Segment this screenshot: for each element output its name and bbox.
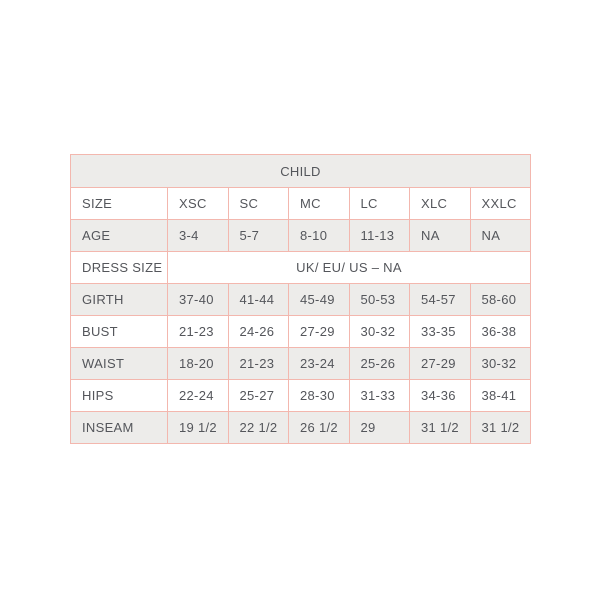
cell: 54-57 [410,284,471,316]
table-row-girth [71,284,531,316]
cell: 31-33 [349,380,410,412]
cell: 8-10 [289,220,350,252]
table-title-row [71,155,531,188]
cell: 31 1/2 [470,412,531,444]
cell: 23-24 [289,348,350,380]
table-row-inseam [71,412,531,444]
child-size-chart [70,154,531,444]
cell: 38-41 [470,380,531,412]
row-label: SIZE [71,188,168,220]
cell: 30-32 [470,348,531,380]
cell: 26 1/2 [289,412,350,444]
cell: 29 [349,412,410,444]
cell: NA [470,220,531,252]
cell: 22-24 [168,380,229,412]
table-row-hips [71,380,531,412]
cell: 11-13 [349,220,410,252]
row-label: GIRTH [71,284,168,316]
cell: 24-26 [228,316,289,348]
row-label: AGE [71,220,168,252]
table-title: CHILD [71,155,531,188]
cell: 58-60 [470,284,531,316]
row-label: HIPS [71,380,168,412]
cell: SC [228,188,289,220]
table-row-waist [71,348,531,380]
cell: 31 1/2 [410,412,471,444]
cell: 37-40 [168,284,229,316]
cell: 27-29 [410,348,471,380]
cell: 19 1/2 [168,412,229,444]
cell: MC [289,188,350,220]
cell: XXLC [470,188,531,220]
cell: 41-44 [228,284,289,316]
table-row-dress-size [71,252,531,284]
cell: 36-38 [470,316,531,348]
cell: 34-36 [410,380,471,412]
cell: 25-27 [228,380,289,412]
cell: 45-49 [289,284,350,316]
cell: 18-20 [168,348,229,380]
table-body [71,155,531,444]
row-label: DRESS SIZE [71,252,168,284]
table-row-age [71,220,531,252]
cell: 50-53 [349,284,410,316]
cell: XLC [410,188,471,220]
row-label: WAIST [71,348,168,380]
cell: LC [349,188,410,220]
cell: 27-29 [289,316,350,348]
table-row-bust [71,316,531,348]
cell: 21-23 [228,348,289,380]
cell: XSC [168,188,229,220]
row-label: BUST [71,316,168,348]
table-row-size [71,188,531,220]
cell: 28-30 [289,380,350,412]
cell: 3-4 [168,220,229,252]
cell: 21-23 [168,316,229,348]
cell: 5-7 [228,220,289,252]
cell: 30-32 [349,316,410,348]
row-label: INSEAM [71,412,168,444]
cell: 25-26 [349,348,410,380]
cell: NA [410,220,471,252]
size-chart-container [70,154,531,444]
cell: 22 1/2 [228,412,289,444]
merged-cell: UK/ EU/ US – NA [168,252,531,284]
cell: 33-35 [410,316,471,348]
